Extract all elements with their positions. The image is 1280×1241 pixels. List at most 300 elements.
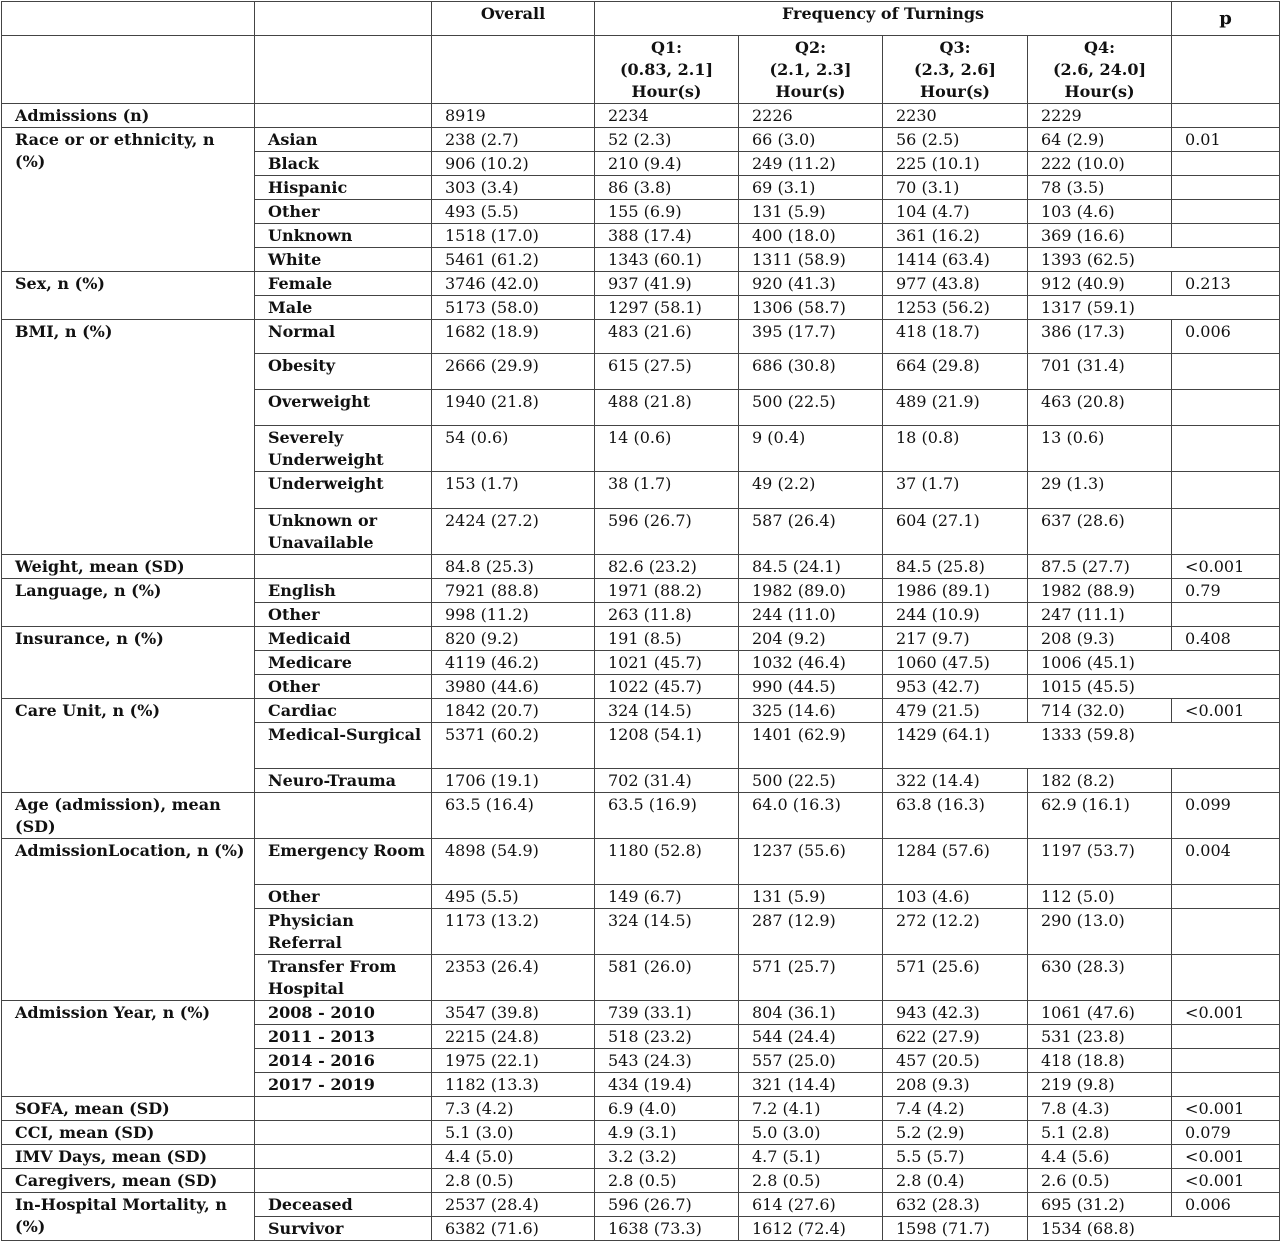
level-label: Physician Referral [255, 909, 432, 955]
header-q3-line2: (2.3, 2.6] [914, 60, 996, 79]
q3-cell: 63.8 (16.3) [883, 793, 1028, 839]
level-label: Underweight [255, 472, 432, 509]
q4-cell: 5.1 (2.8) [1028, 1121, 1172, 1145]
q2-cell: 204 (9.2) [739, 627, 883, 651]
level-label: 2008 - 2010 [255, 1001, 432, 1025]
q1-cell: 596 (26.7) [595, 509, 739, 555]
level-label: Unknown [255, 224, 432, 248]
q2-cell: 49 (2.2) [739, 472, 883, 509]
p-cell: 0.079 [1172, 1121, 1280, 1145]
table-row [2, 272, 1280, 296]
table-row [2, 627, 1280, 651]
q1-cell: 14 (0.6) [595, 426, 739, 472]
q3-cell: 632 (28.3) [883, 1193, 1028, 1217]
overall-cell: 63.5 (16.4) [432, 793, 595, 839]
q2-cell: 804 (36.1) [739, 1001, 883, 1025]
header-q3-line3: Hour(s) [920, 82, 990, 101]
p-cell [1172, 248, 1280, 272]
p-cell: 0.006 [1172, 1193, 1280, 1217]
q4-cell: 4.4 (5.6) [1028, 1145, 1172, 1169]
variable-label: BMI, n (%) [2, 320, 255, 555]
q4-cell: 62.9 (16.1) [1028, 793, 1172, 839]
q1-cell: 191 (8.5) [595, 627, 739, 651]
q1-cell: 518 (23.2) [595, 1025, 739, 1049]
level-label: Other [255, 200, 432, 224]
variable-label: In-Hospital Mortality, n (%) [2, 1193, 255, 1241]
q2-cell: 2226 [739, 104, 883, 128]
overall-cell: 1706 (19.1) [432, 769, 595, 793]
variable-label: SOFA, mean (SD) [2, 1097, 255, 1121]
level-label: Unknown or Unavailable [255, 509, 432, 555]
q3-cell: 1598 (71.7) [883, 1217, 1028, 1241]
q1-cell: 615 (27.5) [595, 354, 739, 390]
header-q4-line3: Hour(s) [1064, 82, 1135, 101]
p-cell [1172, 1217, 1280, 1241]
p-cell [1172, 723, 1280, 769]
variable-label: Language, n (%) [2, 579, 255, 627]
q4-cell: 1333 (59.8) [1028, 723, 1172, 769]
table-row [2, 839, 1280, 885]
q2-cell: 249 (11.2) [739, 152, 883, 176]
q3-cell: 322 (14.4) [883, 769, 1028, 793]
q4-cell: 219 (9.8) [1028, 1073, 1172, 1097]
q3-cell: 622 (27.9) [883, 1025, 1028, 1049]
p-cell [1172, 296, 1280, 320]
q2-cell: 1982 (89.0) [739, 579, 883, 603]
q3-cell: 208 (9.3) [883, 1073, 1028, 1097]
q3-cell: 272 (12.2) [883, 909, 1028, 955]
level-label: Other [255, 885, 432, 909]
overall-cell: 2353 (26.4) [432, 955, 595, 1001]
level-label: Neuro-Trauma [255, 769, 432, 793]
level-label: Medical-Surgical [255, 723, 432, 769]
p-cell [1172, 509, 1280, 555]
q3-cell: 361 (16.2) [883, 224, 1028, 248]
level-cell [255, 104, 432, 128]
q2-cell: 2.8 (0.5) [739, 1169, 883, 1193]
p-cell [1172, 200, 1280, 224]
overall-cell: 3746 (42.0) [432, 272, 595, 296]
q3-cell: 104 (4.7) [883, 200, 1028, 224]
q3-cell: 5.5 (5.7) [883, 1145, 1028, 1169]
overall-cell: 303 (3.4) [432, 176, 595, 200]
level-label: Black [255, 152, 432, 176]
header-empty-cell [1172, 36, 1280, 104]
header-q3 [883, 36, 1028, 104]
q3-cell: 418 (18.7) [883, 320, 1028, 354]
overall-cell: 906 (10.2) [432, 152, 595, 176]
overall-cell: 3980 (44.6) [432, 675, 595, 699]
table-row [2, 104, 1280, 128]
q2-cell: 990 (44.5) [739, 675, 883, 699]
overall-cell: 238 (2.7) [432, 128, 595, 152]
q2-cell: 400 (18.0) [739, 224, 883, 248]
level-label: Normal [255, 320, 432, 354]
p-cell [1172, 354, 1280, 390]
p-cell [1172, 955, 1280, 1001]
q2-cell: 395 (17.7) [739, 320, 883, 354]
table-row [2, 555, 1280, 579]
p-cell [1172, 472, 1280, 509]
q2-cell: 321 (14.4) [739, 1073, 883, 1097]
level-cell [255, 1097, 432, 1121]
q4-cell: 1317 (59.1) [1028, 296, 1172, 320]
q3-cell: 103 (4.6) [883, 885, 1028, 909]
level-label: Overweight [255, 390, 432, 426]
level-label: White [255, 248, 432, 272]
q1-cell: 155 (6.9) [595, 200, 739, 224]
overall-cell: 4898 (54.9) [432, 839, 595, 885]
overall-cell: 1173 (13.2) [432, 909, 595, 955]
p-cell [1172, 1073, 1280, 1097]
q2-cell: 1311 (58.9) [739, 248, 883, 272]
level-label: Deceased [255, 1193, 432, 1217]
q3-cell: 2.8 (0.4) [883, 1169, 1028, 1193]
q4-cell: 7.8 (4.3) [1028, 1097, 1172, 1121]
level-cell [255, 1145, 432, 1169]
q3-cell: 457 (20.5) [883, 1049, 1028, 1073]
p-cell: <0.001 [1172, 1001, 1280, 1025]
p-cell: 0.004 [1172, 839, 1280, 885]
q3-cell: 7.4 (4.2) [883, 1097, 1028, 1121]
q4-cell: 1197 (53.7) [1028, 839, 1172, 885]
level-cell [255, 1169, 432, 1193]
q1-cell: 1343 (60.1) [595, 248, 739, 272]
q1-cell: 1021 (45.7) [595, 651, 739, 675]
header-empty-cell [2, 36, 255, 104]
q1-cell: 483 (21.6) [595, 320, 739, 354]
q4-cell: 13 (0.6) [1028, 426, 1172, 472]
header-q2-line3: Hour(s) [775, 82, 846, 101]
q4-cell: 1982 (88.9) [1028, 579, 1172, 603]
q1-cell: 388 (17.4) [595, 224, 739, 248]
q3-cell: 1284 (57.6) [883, 839, 1028, 885]
q4-cell: 369 (16.6) [1028, 224, 1172, 248]
q3-cell: 604 (27.1) [883, 509, 1028, 555]
header-q2-line2: (2.1, 2.3] [769, 60, 852, 79]
q1-cell: 2.8 (0.5) [595, 1169, 739, 1193]
overall-cell: 2666 (29.9) [432, 354, 595, 390]
header-q4-line2: (2.6, 24.0] [1052, 60, 1147, 79]
overall-cell: 7.3 (4.2) [432, 1097, 595, 1121]
header-overall: Overall [432, 2, 595, 36]
header-row-2 [2, 36, 1280, 104]
variable-label: Admission Year, n (%) [2, 1001, 255, 1097]
q1-cell: 2234 [595, 104, 739, 128]
q1-cell: 937 (41.9) [595, 272, 739, 296]
header-q1-line3: Hour(s) [631, 82, 702, 101]
q1-cell: 1638 (73.3) [595, 1217, 739, 1241]
q1-cell: 1971 (88.2) [595, 579, 739, 603]
q3-cell: 977 (43.8) [883, 272, 1028, 296]
q1-cell: 596 (26.7) [595, 1193, 739, 1217]
q1-cell: 63.5 (16.9) [595, 793, 739, 839]
header-empty-cell [255, 36, 432, 104]
header-q1-line2: (0.83, 2.1] [619, 60, 714, 79]
q2-cell: 84.5 (24.1) [739, 555, 883, 579]
p-cell: 0.01 [1172, 128, 1280, 152]
q3-cell: 2230 [883, 104, 1028, 128]
q2-cell: 244 (11.0) [739, 603, 883, 627]
p-cell [1172, 1025, 1280, 1049]
q1-cell: 4.9 (3.1) [595, 1121, 739, 1145]
overall-cell: 2215 (24.8) [432, 1025, 595, 1049]
q1-cell: 210 (9.4) [595, 152, 739, 176]
header-frequency-group: Frequency of Turnings [595, 2, 1172, 36]
q3-cell: 244 (10.9) [883, 603, 1028, 627]
q2-cell: 1401 (62.9) [739, 723, 883, 769]
q4-cell: 29 (1.3) [1028, 472, 1172, 509]
p-cell: <0.001 [1172, 555, 1280, 579]
level-label: Obesity [255, 354, 432, 390]
q1-cell: 263 (11.8) [595, 603, 739, 627]
variable-label: Sex, n (%) [2, 272, 255, 320]
q1-cell: 1180 (52.8) [595, 839, 739, 885]
q3-cell: 1253 (56.2) [883, 296, 1028, 320]
level-label: Survivor [255, 1217, 432, 1241]
level-label: Other [255, 603, 432, 627]
level-cell [255, 555, 432, 579]
p-cell [1172, 651, 1280, 675]
q4-cell: 208 (9.3) [1028, 627, 1172, 651]
q2-cell: 587 (26.4) [739, 509, 883, 555]
table-row [2, 579, 1280, 603]
p-cell [1172, 909, 1280, 955]
variable-label: Weight, mean (SD) [2, 555, 255, 579]
q2-cell: 500 (22.5) [739, 769, 883, 793]
p-cell: 0.099 [1172, 793, 1280, 839]
q1-cell: 3.2 (3.2) [595, 1145, 739, 1169]
q4-cell: 463 (20.8) [1028, 390, 1172, 426]
header-empty-cell [432, 36, 595, 104]
overall-cell: 2424 (27.2) [432, 509, 595, 555]
overall-cell: 1518 (17.0) [432, 224, 595, 248]
variable-label: Race or or ethnicity, n (%) [2, 128, 255, 272]
q4-cell: 701 (31.4) [1028, 354, 1172, 390]
q4-cell: 182 (8.2) [1028, 769, 1172, 793]
q4-cell: 418 (18.8) [1028, 1049, 1172, 1073]
q4-cell: 531 (23.8) [1028, 1025, 1172, 1049]
q2-cell: 1032 (46.4) [739, 651, 883, 675]
q4-cell: 103 (4.6) [1028, 200, 1172, 224]
q1-cell: 149 (6.7) [595, 885, 739, 909]
q2-cell: 614 (27.6) [739, 1193, 883, 1217]
level-label: 2014 - 2016 [255, 1049, 432, 1073]
overall-cell: 7921 (88.8) [432, 579, 595, 603]
p-cell: <0.001 [1172, 699, 1280, 723]
q4-cell: 222 (10.0) [1028, 152, 1172, 176]
table-row [2, 1097, 1280, 1121]
overall-cell: 5461 (61.2) [432, 248, 595, 272]
level-cell [255, 793, 432, 839]
table-row [2, 699, 1280, 723]
q4-cell: 1393 (62.5) [1028, 248, 1172, 272]
overall-cell: 3547 (39.8) [432, 1001, 595, 1025]
baseline-characteristics-table [1, 1, 1280, 1241]
q4-cell: 64 (2.9) [1028, 128, 1172, 152]
q4-cell: 637 (28.6) [1028, 509, 1172, 555]
p-cell: 0.213 [1172, 272, 1280, 296]
header-p: p [1172, 2, 1280, 36]
q4-cell: 112 (5.0) [1028, 885, 1172, 909]
variable-label: Caregivers, mean (SD) [2, 1169, 255, 1193]
table-row [2, 1121, 1280, 1145]
p-cell [1172, 390, 1280, 426]
q3-cell: 1986 (89.1) [883, 579, 1028, 603]
q4-cell: 2229 [1028, 104, 1172, 128]
overall-cell: 1682 (18.9) [432, 320, 595, 354]
q2-cell: 557 (25.0) [739, 1049, 883, 1073]
header-q4-line1: Q4: [1084, 38, 1115, 57]
q3-cell: 37 (1.7) [883, 472, 1028, 509]
overall-cell: 5173 (58.0) [432, 296, 595, 320]
level-label: Other [255, 675, 432, 699]
q2-cell: 686 (30.8) [739, 354, 883, 390]
overall-cell: 6382 (71.6) [432, 1217, 595, 1241]
p-cell [1172, 426, 1280, 472]
q2-cell: 5.0 (3.0) [739, 1121, 883, 1145]
q1-cell: 543 (24.3) [595, 1049, 739, 1073]
q2-cell: 1306 (58.7) [739, 296, 883, 320]
q3-cell: 70 (3.1) [883, 176, 1028, 200]
q1-cell: 739 (33.1) [595, 1001, 739, 1025]
q2-cell: 9 (0.4) [739, 426, 883, 472]
q1-cell: 38 (1.7) [595, 472, 739, 509]
q1-cell: 324 (14.5) [595, 909, 739, 955]
q4-cell: 1006 (45.1) [1028, 651, 1172, 675]
q1-cell: 488 (21.8) [595, 390, 739, 426]
level-label: Asian [255, 128, 432, 152]
level-label: Cardiac [255, 699, 432, 723]
q1-cell: 1022 (45.7) [595, 675, 739, 699]
header-q4 [1028, 36, 1172, 104]
q2-cell: 131 (5.9) [739, 885, 883, 909]
level-cell [255, 1121, 432, 1145]
q2-cell: 131 (5.9) [739, 200, 883, 224]
p-cell [1172, 885, 1280, 909]
q1-cell: 1297 (58.1) [595, 296, 739, 320]
overall-cell: 1842 (20.7) [432, 699, 595, 723]
overall-cell: 493 (5.5) [432, 200, 595, 224]
level-label: Emergency Room [255, 839, 432, 885]
q1-cell: 581 (26.0) [595, 955, 739, 1001]
level-label: Medicaid [255, 627, 432, 651]
p-cell [1172, 104, 1280, 128]
overall-cell: 495 (5.5) [432, 885, 595, 909]
q3-cell: 18 (0.8) [883, 426, 1028, 472]
q4-cell: 695 (31.2) [1028, 1193, 1172, 1217]
q3-cell: 1060 (47.5) [883, 651, 1028, 675]
q4-cell: 912 (40.9) [1028, 272, 1172, 296]
p-cell: <0.001 [1172, 1097, 1280, 1121]
overall-cell: 820 (9.2) [432, 627, 595, 651]
variable-label: Insurance, n (%) [2, 627, 255, 699]
overall-cell: 2.8 (0.5) [432, 1169, 595, 1193]
overall-cell: 5.1 (3.0) [432, 1121, 595, 1145]
q4-cell: 386 (17.3) [1028, 320, 1172, 354]
q3-cell: 664 (29.8) [883, 354, 1028, 390]
overall-cell: 1940 (21.8) [432, 390, 595, 426]
q4-cell: 247 (11.1) [1028, 603, 1172, 627]
q1-cell: 1208 (54.1) [595, 723, 739, 769]
q1-cell: 82.6 (23.2) [595, 555, 739, 579]
q3-cell: 571 (25.6) [883, 955, 1028, 1001]
p-cell: 0.79 [1172, 579, 1280, 603]
q4-cell: 630 (28.3) [1028, 955, 1172, 1001]
q3-cell: 56 (2.5) [883, 128, 1028, 152]
table-row [2, 1169, 1280, 1193]
q3-cell: 1414 (63.4) [883, 248, 1028, 272]
q3-cell: 84.5 (25.8) [883, 555, 1028, 579]
level-label: Transfer From Hospital [255, 955, 432, 1001]
q2-cell: 64.0 (16.3) [739, 793, 883, 839]
overall-cell: 84.8 (25.3) [432, 555, 595, 579]
q3-cell: 943 (42.3) [883, 1001, 1028, 1025]
variable-label: AdmissionLocation, n (%) [2, 839, 255, 1001]
q2-cell: 66 (3.0) [739, 128, 883, 152]
table-row [2, 1001, 1280, 1025]
q1-cell: 702 (31.4) [595, 769, 739, 793]
overall-cell: 2537 (28.4) [432, 1193, 595, 1217]
q4-cell: 1015 (45.5) [1028, 675, 1172, 699]
q3-cell: 5.2 (2.9) [883, 1121, 1028, 1145]
variable-label: Care Unit, n (%) [2, 699, 255, 793]
q4-cell: 1061 (47.6) [1028, 1001, 1172, 1025]
level-label: Female [255, 272, 432, 296]
q4-cell: 714 (32.0) [1028, 699, 1172, 723]
p-cell [1172, 152, 1280, 176]
level-label: Hispanic [255, 176, 432, 200]
q2-cell: 7.2 (4.1) [739, 1097, 883, 1121]
p-cell: 0.006 [1172, 320, 1280, 354]
p-cell: <0.001 [1172, 1145, 1280, 1169]
p-cell [1172, 176, 1280, 200]
variable-label: Admissions (n) [2, 104, 255, 128]
q2-cell: 1612 (72.4) [739, 1217, 883, 1241]
variable-label: IMV Days, mean (SD) [2, 1145, 255, 1169]
q1-cell: 86 (3.8) [595, 176, 739, 200]
q2-cell: 500 (22.5) [739, 390, 883, 426]
level-label: Severely Underweight [255, 426, 432, 472]
level-label: Medicare [255, 651, 432, 675]
p-cell: <0.001 [1172, 1169, 1280, 1193]
q1-cell: 324 (14.5) [595, 699, 739, 723]
q3-cell: 1429 (64.1) [883, 723, 1028, 769]
overall-cell: 998 (11.2) [432, 603, 595, 627]
p-cell [1172, 1049, 1280, 1073]
header-row-1 [2, 2, 1280, 36]
level-label: Male [255, 296, 432, 320]
level-label: 2011 - 2013 [255, 1025, 432, 1049]
q2-cell: 69 (3.1) [739, 176, 883, 200]
p-cell [1172, 675, 1280, 699]
q2-cell: 1237 (55.6) [739, 839, 883, 885]
level-label: 2017 - 2019 [255, 1073, 432, 1097]
header-q2 [739, 36, 883, 104]
q3-cell: 225 (10.1) [883, 152, 1028, 176]
overall-cell: 8919 [432, 104, 595, 128]
header-q3-line1: Q3: [939, 38, 971, 57]
q1-cell: 6.9 (4.0) [595, 1097, 739, 1121]
table-row [2, 1193, 1280, 1217]
overall-cell: 1975 (22.1) [432, 1049, 595, 1073]
q1-cell: 52 (2.3) [595, 128, 739, 152]
overall-cell: 4.4 (5.0) [432, 1145, 595, 1169]
q3-cell: 953 (42.7) [883, 675, 1028, 699]
overall-cell: 4119 (46.2) [432, 651, 595, 675]
q4-cell: 2.6 (0.5) [1028, 1169, 1172, 1193]
header-q2-line1: Q2: [795, 38, 826, 57]
